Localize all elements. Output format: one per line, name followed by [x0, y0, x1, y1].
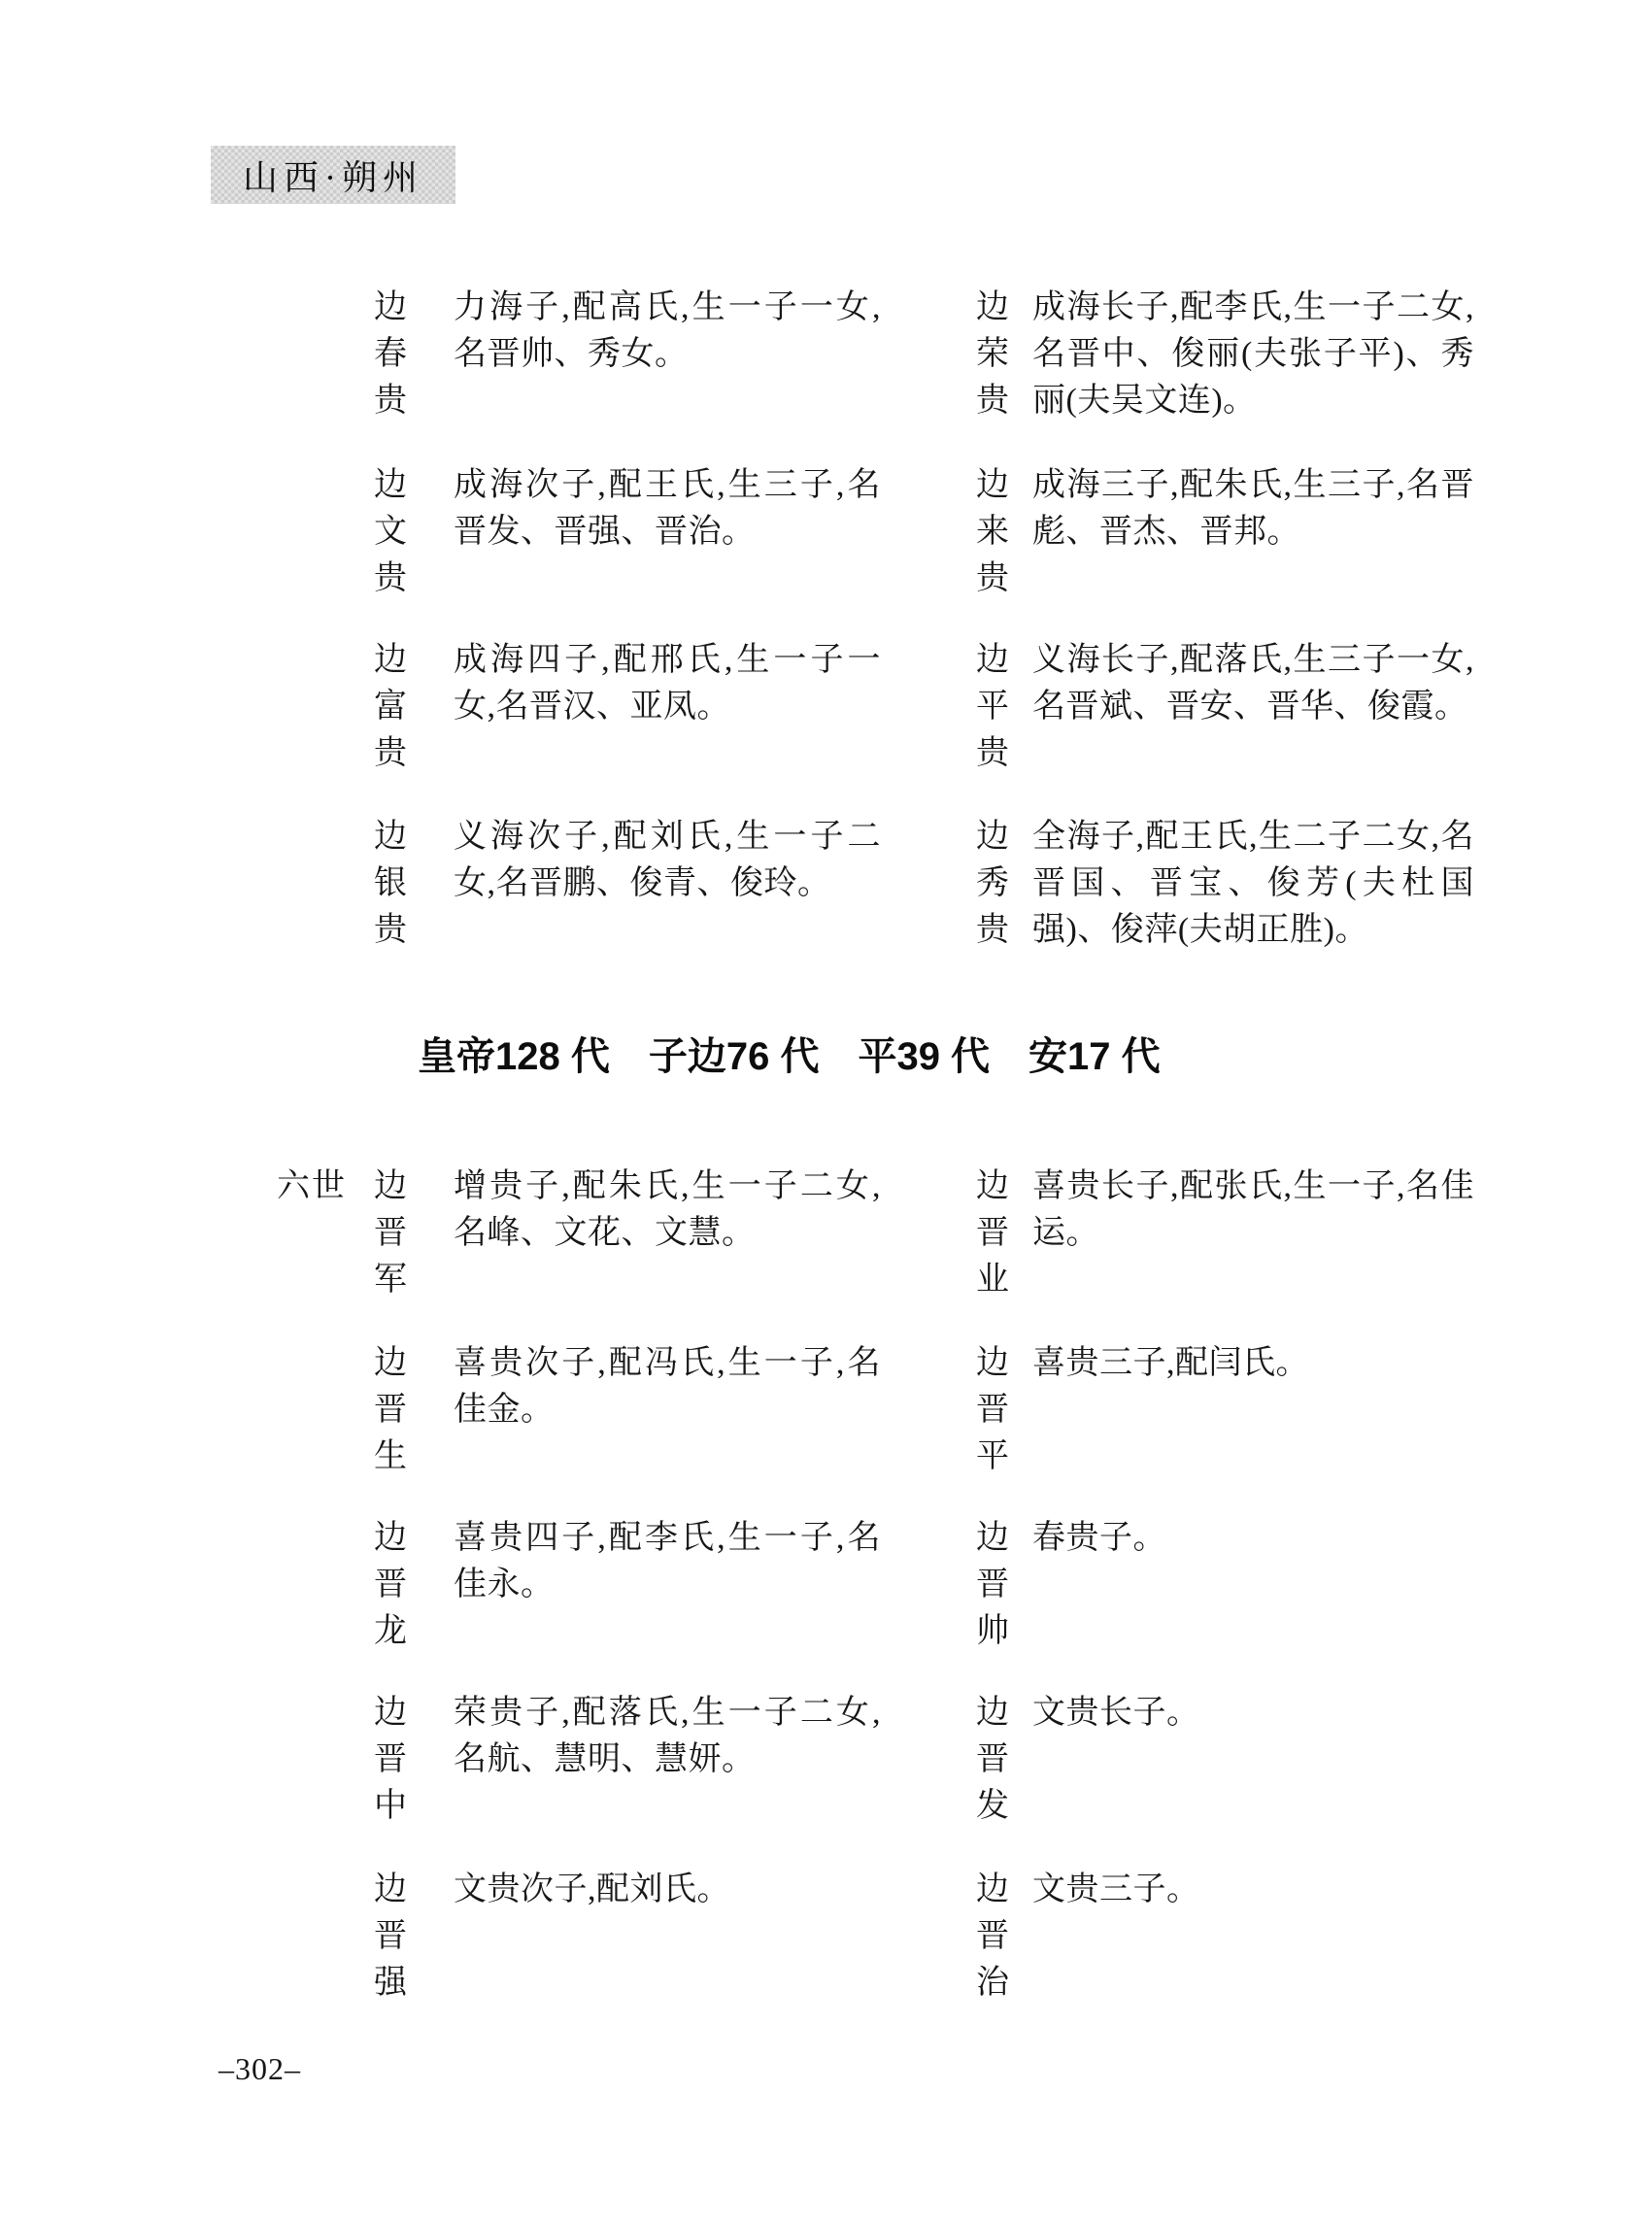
genealogy-row — [277, 1515, 1583, 1655]
member-record: 力海子,配高氏,生一子一女,名晋帅、秀女。 — [454, 289, 881, 372]
member-name: 边晋治 — [976, 1872, 1009, 2001]
region-badge: 山西·朔州 — [211, 146, 455, 204]
member-record: 义海长子,配落氏,生三子一女,名晋斌、晋安、晋华、俊霞。 — [1032, 642, 1474, 725]
member-name: 边荣贵 — [976, 289, 1009, 419]
genealogy-row — [277, 1867, 1583, 2007]
genealogy-row — [277, 285, 1583, 424]
genealogy-row — [277, 1690, 1583, 1830]
generation-heading: 皇帝128 代 子边76 代 平39 代 安17 代 — [418, 1035, 1161, 1078]
genealogy-row — [277, 462, 1583, 602]
member-name: 边来贵 — [976, 467, 1009, 596]
member-name: 边晋帅 — [976, 1520, 1009, 1649]
member-name: 边晋发 — [976, 1695, 1009, 1824]
member-name: 边晋生 — [374, 1345, 407, 1474]
member-name: 边晋强 — [374, 1872, 407, 2001]
genealogy-row — [277, 1340, 1583, 1480]
member-record: 文贵长子。 — [1032, 1695, 1200, 1731]
member-record: 义海次子,配刘氏,生一子二女,名晋鹏、俊青、俊玲。 — [454, 819, 881, 901]
member-record: 喜贵三子,配闫氏。 — [1032, 1345, 1309, 1381]
member-name: 边晋平 — [976, 1345, 1009, 1474]
member-name: 边晋军 — [374, 1168, 407, 1298]
member-name: 边晋龙 — [374, 1520, 407, 1649]
member-record: 成海四子,配邢氏,生一子一女,名晋汉、亚凤。 — [454, 642, 881, 725]
member-record: 成海长子,配李氏,生一子二女,名晋中、俊丽(夫张子平)、秀丽(夫吴文连)。 — [1032, 289, 1474, 419]
genealogy-row — [277, 814, 1583, 954]
member-name: 边文贵 — [374, 467, 407, 596]
member-record: 喜贵长子,配张氏,生一子,名佳运。 — [1032, 1168, 1474, 1251]
generation-label: 六世 — [277, 1168, 347, 1204]
member-record: 文贵次子,配刘氏。 — [454, 1872, 730, 1907]
member-record: 增贵子,配朱氏,生一子二女,名峰、文花、文慧。 — [454, 1168, 881, 1251]
member-record: 全海子,配王氏,生二子二女,名晋国、晋宝、俊芳(夫杜国强)、俊萍(夫胡正胜)。 — [1032, 819, 1474, 948]
member-name: 边平贵 — [976, 642, 1009, 771]
member-name: 边银贵 — [374, 819, 407, 948]
member-record: 荣贵子,配落氏,生一子二女,名航、慧明、慧妍。 — [454, 1695, 881, 1777]
member-record: 喜贵次子,配冯氏,生一子,名佳金。 — [454, 1345, 881, 1428]
member-record: 成海三子,配朱氏,生三子,名晋彪、晋杰、晋邦。 — [1032, 467, 1474, 550]
genealogy-row — [277, 637, 1583, 777]
member-name: 边富贵 — [374, 642, 407, 771]
page-number: –302– — [219, 2051, 301, 2086]
member-record: 文贵三子。 — [1032, 1872, 1200, 1907]
member-record: 喜贵四子,配李氏,生一子,名佳永。 — [454, 1520, 881, 1602]
member-record: 春贵子。 — [1032, 1520, 1166, 1556]
member-name: 边春贵 — [374, 289, 407, 419]
genealogy-row — [277, 1164, 1583, 1303]
member-name: 边晋业 — [976, 1168, 1009, 1298]
member-name: 边秀贵 — [976, 819, 1009, 948]
member-record: 成海次子,配王氏,生三子,名晋发、晋强、晋治。 — [454, 467, 881, 550]
member-name: 边晋中 — [374, 1695, 407, 1824]
